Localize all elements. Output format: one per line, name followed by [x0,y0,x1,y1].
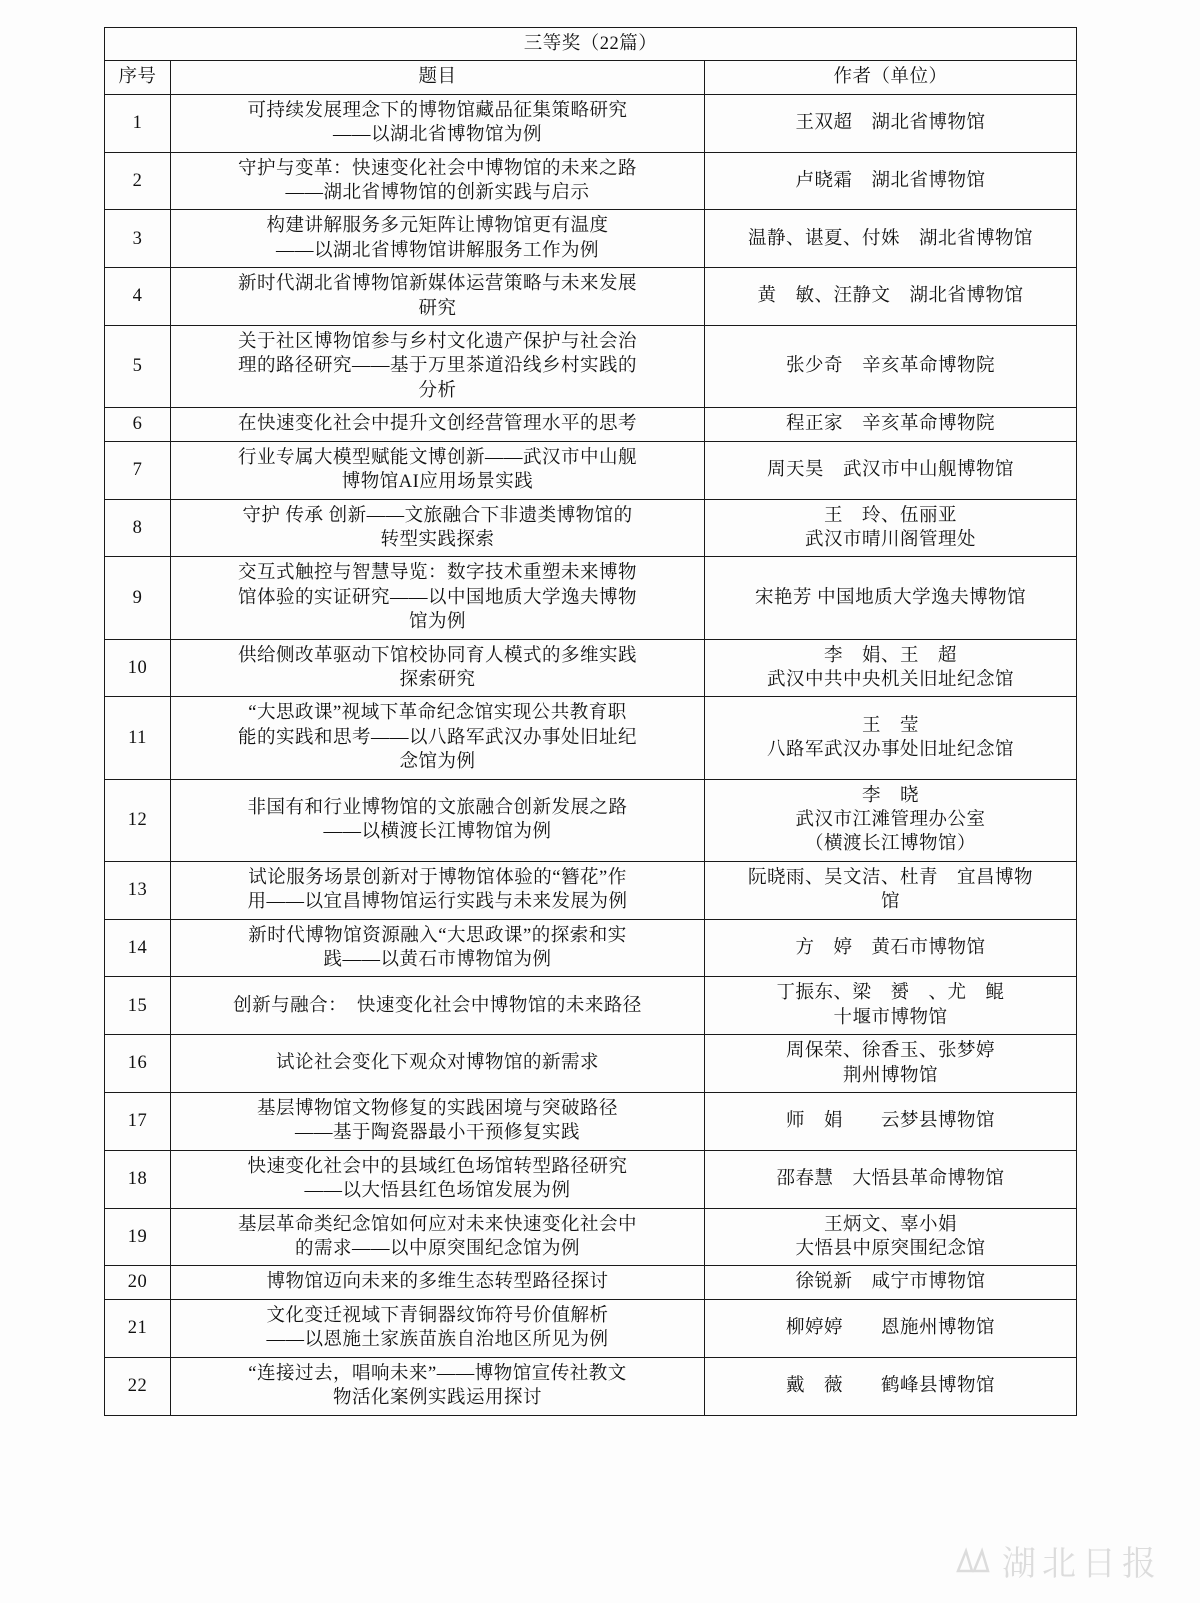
row-author-line: 丁振东、梁 赟 、尤 鲲 [776,983,1005,1004]
header-no: 序号 [105,61,171,94]
row-author-line: 李 娟、王 超 [824,645,958,666]
row-author [705,1150,1077,1208]
row-title-line: 新时代湖北省博物馆新媒体运营策略与未来发展 [237,274,637,295]
row-title-line: 构建讲解服务多元矩阵让博物馆更有温度 [266,216,609,237]
table-row [105,441,1077,499]
row-title-line: 创新与融合： 快速变化社会中博物馆的未来路径 [233,995,642,1016]
row-title [171,861,705,919]
row-title-line: “连接过去，唱响未来”——博物馆宣传社教文 [248,1363,627,1384]
row-title-line: ——以恩施土家族苗族自治地区所见为例 [266,1330,609,1351]
row-title-line: 交互式触控与智慧导览：数字技术重塑未来博物 [237,563,637,584]
row-author-line: 徐锐新 咸宁市博物馆 [795,1272,986,1293]
table-row [105,1093,1077,1151]
table-header-row [105,61,1077,94]
row-no: 5 [105,326,171,408]
row-author-line: 宋艳芳 中国地质大学逸夫博物馆 [754,587,1027,608]
row-no: 16 [105,1035,171,1093]
row-no: 17 [105,1093,171,1151]
row-author [705,639,1077,697]
row-title [171,557,705,639]
row-title-line: 供给侧改革驱动下馆校协同育人模式的多维实践 [237,645,637,666]
row-author [705,1299,1077,1357]
row-title [171,1208,705,1266]
table-title-row [105,28,1077,61]
row-title [171,1357,705,1415]
row-author-line: 张少奇 辛亥革命博物院 [786,356,996,377]
table-row [105,1299,1077,1357]
watermark [952,1536,1162,1585]
row-author [705,1093,1077,1151]
row-author [705,861,1077,919]
row-title [171,1035,705,1093]
row-title-line: 转型实践探索 [380,529,495,550]
row-author [705,977,1077,1035]
table-row [105,697,1077,779]
header-title: 题目 [171,61,705,94]
row-title [171,210,705,268]
table-row [105,779,1077,861]
row-author [705,408,1077,441]
row-title [171,268,705,326]
row-author-line: 馆 [881,892,901,913]
row-no: 10 [105,639,171,697]
row-title-line: 用——以宜昌博物馆运行实践与未来发展为例 [247,892,628,913]
row-title [171,94,705,152]
row-title-line: 研究 [418,298,457,319]
row-author [705,326,1077,408]
row-no: 11 [105,697,171,779]
row-author-line: 王双超 湖北省博物馆 [795,113,986,134]
row-title-line: 文化变迁视域下青铜器纹饰符号价值解析 [266,1305,609,1326]
row-title-line: 行业专属大模型赋能文博创新——武汉市中山舰 [237,447,637,468]
row-title-line: 新时代博物馆资源融入“大思政课”的探索和实 [248,925,627,946]
table-row [105,1035,1077,1093]
row-title-line: ——以横渡长江博物馆为例 [323,822,552,843]
row-no: 1 [105,94,171,152]
row-author [705,697,1077,779]
row-author [705,268,1077,326]
row-title [171,499,705,557]
table-row [105,268,1077,326]
row-author-line: 黄 敏、汪静文 湖北省博物馆 [757,286,1024,307]
row-author-line: 十堰市博物馆 [833,1007,948,1028]
row-author-line: （横渡长江博物馆） [805,834,977,855]
table-row [105,210,1077,268]
row-title [171,326,705,408]
table-row [105,977,1077,1035]
table-row [105,326,1077,408]
table-row [105,557,1077,639]
table-row [105,919,1077,977]
row-title-line: ——以湖北省博物馆为例 [332,125,542,146]
row-title-line: 守护 传承 创新——文旅融合下非遗类博物馆的 [242,505,633,526]
table-row [105,499,1077,557]
row-no: 18 [105,1150,171,1208]
table-row [105,1357,1077,1415]
row-no: 21 [105,1299,171,1357]
row-title-line: 念馆为例 [399,752,476,773]
table-row [105,94,1077,152]
row-title-line: 可持续发展理念下的博物馆藏品征集策略研究 [247,100,628,121]
row-no: 4 [105,268,171,326]
row-title [171,1299,705,1357]
row-title-line: 探索研究 [399,669,476,690]
row-title-line: 践——以黄石市博物馆为例 [323,950,552,970]
row-title-line: “大思政课”视域下革命纪念馆实现公共教育职 [248,703,627,724]
row-author [705,1035,1077,1093]
table-row [105,861,1077,919]
row-title-line: ——基于陶瓷器最小干预修复实践 [294,1123,580,1144]
row-author [705,1357,1077,1415]
row-author-line: 武汉中共中央机关旧址纪念馆 [767,669,1015,690]
row-title-line: 试论社会变化下观众对博物馆的新需求 [275,1053,599,1074]
row-author-line: 周天昊 武汉市中山舰博物馆 [767,459,1015,480]
row-author [705,441,1077,499]
row-author-line: 王炳文、辜小娟 [824,1214,958,1235]
row-author [705,152,1077,210]
row-author-line: 王 玲、伍丽亚 [824,505,958,526]
row-title [171,1266,705,1299]
row-author [705,210,1077,268]
row-author [705,557,1077,639]
row-author-line: 大悟县中原突围纪念馆 [795,1239,986,1260]
row-author-line: 王 莹 [862,715,920,736]
row-no: 9 [105,557,171,639]
row-title-line: 的需求——以中原突围纪念馆为例 [294,1239,580,1260]
row-author-line: 荆州博物馆 [843,1065,939,1086]
row-title-line: ——以大悟县红色场馆发展为例 [304,1181,571,1202]
table-row [105,639,1077,697]
row-title [171,919,705,977]
row-title-line: 非国有和行业博物馆的文旅融合创新发展之路 [247,797,628,818]
row-title-line: 基层博物馆文物修复的实践困境与突破路径 [256,1099,618,1120]
award-table [104,27,1077,1416]
row-title-line: 试论服务场景创新对于博物馆体验的“簪花”作 [248,867,627,888]
row-title [171,697,705,779]
row-author [705,1266,1077,1299]
row-title [171,1150,705,1208]
row-no: 20 [105,1266,171,1299]
row-author-line: 方 婷 黄石市博物馆 [795,937,986,958]
table-row [105,152,1077,210]
row-author-line: 周保荣、徐香玉、张梦婷 [786,1041,996,1062]
row-title [171,779,705,861]
row-author-line: 武汉市江滩管理办公室 [795,809,986,830]
row-no: 8 [105,499,171,557]
row-author-line: 程正家 辛亥革命博物院 [786,414,996,435]
row-title-line: 快速变化社会中的县域红色场馆转型路径研究 [247,1156,628,1177]
row-author [705,94,1077,152]
watermark-text: 湖北日报 [1002,1546,1162,1583]
row-title-line: 物活化案例实践运用探讨 [332,1388,542,1409]
row-author-line: 邵春慧 大悟县革命博物馆 [776,1169,1005,1190]
row-no: 22 [105,1357,171,1415]
row-no: 13 [105,861,171,919]
table-title: 三等奖（22篇） [105,28,1077,61]
row-author-line: 卢晓霜 湖北省博物馆 [795,170,986,191]
row-author [705,919,1077,977]
hubei-daily-logo-icon [952,1541,992,1581]
row-title-line: 基层革命类纪念馆如何应对未来快速变化社会中 [237,1214,637,1235]
row-title-line: 能的实践和思考——以八路军武汉办事处旧址纪 [237,727,637,748]
table-row [105,408,1077,441]
table-row [105,1266,1077,1299]
award-table-container [104,27,1076,1416]
row-no: 19 [105,1208,171,1266]
row-author-line: 温静、谌夏、付姝 湖北省博物馆 [748,228,1034,249]
row-no: 12 [105,779,171,861]
row-no: 7 [105,441,171,499]
row-author-line: 师 娟 云梦县博物馆 [786,1111,996,1132]
row-no: 2 [105,152,171,210]
row-author-line: 八路军武汉办事处旧址纪念馆 [767,739,1015,760]
row-title [171,1093,705,1151]
row-title-line: 理的路径研究——基于万里茶道沿线乡村实践的 [237,356,637,377]
row-author-line: 李 晓 [862,785,920,806]
row-author [705,499,1077,557]
table-row [105,1150,1077,1208]
row-author-line: 柳婷婷 恩施州博物馆 [786,1318,996,1339]
table-row [105,1208,1077,1266]
row-title [171,408,705,441]
row-title-line: 博物馆迈向未来的多维生态转型路径探讨 [266,1272,609,1293]
row-title [171,152,705,210]
row-title [171,639,705,697]
row-title-line: 馆体验的实证研究——以中国地质大学逸夫博物 [237,587,637,608]
row-author-line: 戴 薇 鹤峰县博物馆 [786,1375,996,1396]
header-author: 作者（单位） [705,61,1077,94]
row-no: 6 [105,408,171,441]
row-title-line: 守护与变革：快速变化社会中博物馆的未来之路 [237,158,637,179]
row-title-line: 分析 [418,380,457,401]
row-title [171,977,705,1035]
row-author [705,779,1077,861]
row-author-line: 阮晓雨、吴文洁、杜青 宜昌博物 [748,867,1034,888]
row-title-line: 在快速变化社会中提升文创经营管理水平的思考 [237,414,637,435]
row-title-line: ——以湖北省博物馆讲解服务工作为例 [275,240,599,261]
row-title-line: 关于社区博物馆参与乡村文化遗产保护与社会治 [237,332,637,353]
row-title-line: ——湖北省博物馆的创新实践与启示 [285,183,590,204]
row-author [705,1208,1077,1266]
row-title [171,441,705,499]
row-author-line: 武汉市晴川阁管理处 [805,529,977,550]
row-title-line: 馆为例 [408,612,466,633]
row-title-line: 博物馆AI应用场景实践 [341,472,534,493]
row-no: 3 [105,210,171,268]
row-no: 15 [105,977,171,1035]
row-no: 14 [105,919,171,977]
